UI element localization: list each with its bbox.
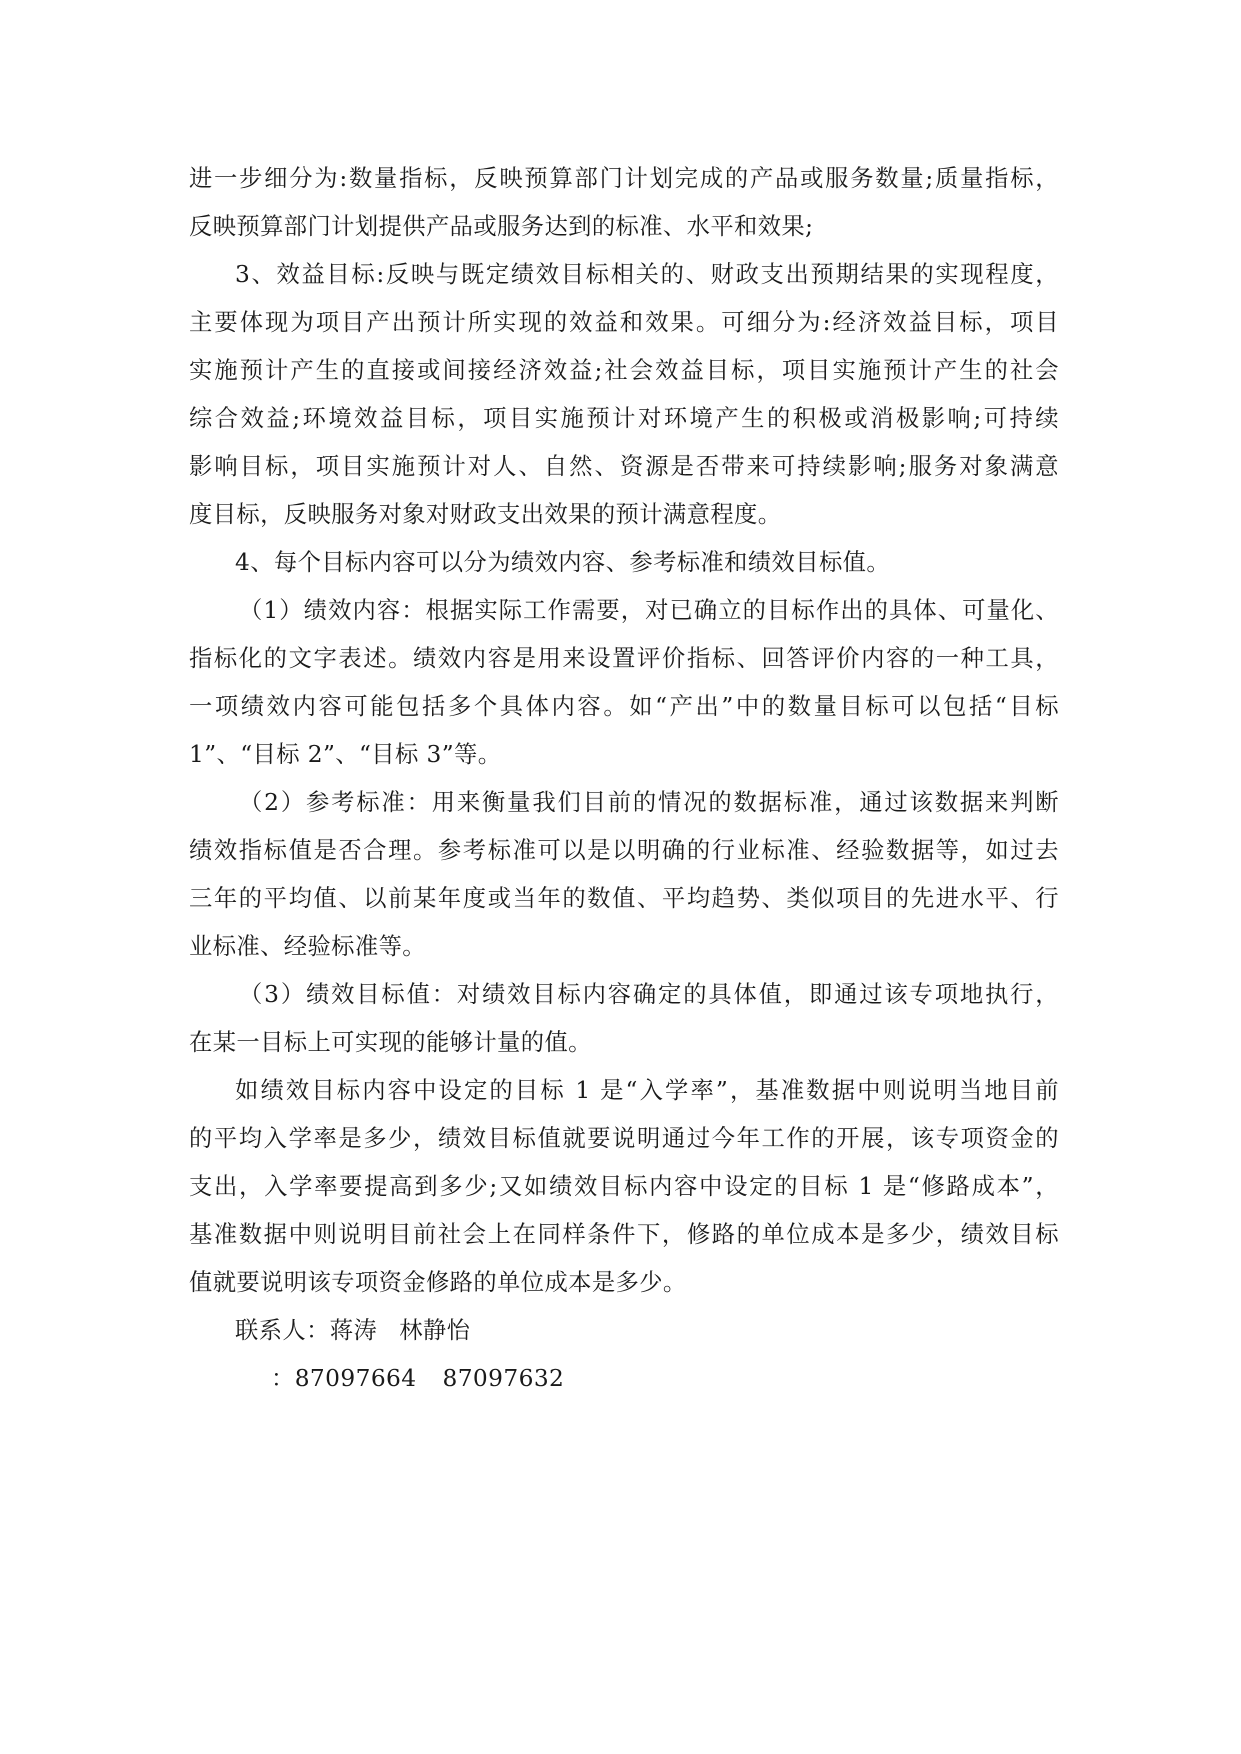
text-line: 三年的平均值、以前某年度或当年的数值、平均趋势、类似项目的先进水平、行 [189,885,1059,912]
text-line: 业标准、经验标准等。 [189,933,426,960]
text-line: 4、每个目标内容可以分为绩效内容、参考标准和绩效目标值。 [235,549,891,576]
text-line: 值就要说明该专项资金修路的单位成本是多少。 [189,1269,687,1296]
text-line: 一项绩效内容可能包括多个具体内容。如“产出”中的数量目标可以包括“目标 [189,693,1059,720]
text-line: 主要体现为项目产出预计所实现的效益和效果。可细分为:经济效益目标，项目 [189,309,1059,336]
text-line: 基准数据中则说明目前社会上在同样条件下，修路的单位成本是多少，绩效目标 [189,1221,1059,1248]
phone-prefix: ： [271,1365,295,1392]
text-line: （1）绩效内容：根据实际工作需要，对已确立的目标作出的具体、可量化、 [239,597,1059,624]
text-line: 1”、“目标 2”、“目标 3”等。 [189,741,502,768]
text-line: 综合效益;环境效益目标，项目实施预计对环境产生的积极或消极影响;可持续 [189,405,1059,432]
contact-name: 林静怡 [399,1317,471,1344]
text-line: 绩效指标值是否合理。参考标准可以是以明确的行业标准、经验数据等，如过去 [189,837,1059,864]
phone-line [189,1355,1059,1403]
contact-name: 蒋涛 [329,1317,378,1344]
text-line: （2）参考标准：用来衡量我们目前的情况的数据标准，通过该数据来判断 [239,789,1059,816]
text-line: 在某一目标上可实现的能够计量的值。 [189,1029,592,1056]
text-line: 如绩效目标内容中设定的目标 1 是“入学率”，基准数据中则说明当地目前 [235,1077,1059,1104]
document-body [189,155,1059,1403]
contact-line [189,1307,1059,1355]
text-line: 实施预计产生的直接或间接经济效益;社会效益目标，项目实施预计产生的社会 [189,357,1059,384]
text-line: （3）绩效目标值：对绩效目标内容确定的具体值，即通过该专项地执行， [239,981,1059,1008]
text-line: 支出，入学率要提高到多少;又如绩效目标内容中设定的目标 1 是“修路成本”， [189,1173,1059,1200]
text-line: 的平均入学率是多少，绩效目标值就要说明通过今年工作的开展，该专项资金的 [189,1125,1059,1152]
text-line: 度目标，反映服务对象对财政支出效果的预计满意程度。 [189,501,782,528]
text-line: 反映预算部门计划提供产品或服务达到的标准、水平和效果; [189,213,814,240]
phone-number: 87097632 [442,1365,565,1392]
text-line: 指标化的文字表述。绩效内容是用来设置评价指标、回答评价内容的一种工具， [189,645,1059,672]
phone-number: 87097664 [294,1365,417,1392]
text-line: 进一步细分为:数量指标，反映预算部门计划完成的产品或服务数量;质量指标， [189,165,1059,192]
text-line: 3、效益目标:反映与既定绩效目标相关的、财政支出预期结果的实现程度， [235,261,1059,288]
text-line: 影响目标，项目实施预计对人、自然、资源是否带来可持续影响;服务对象满意 [189,453,1059,480]
contact-label: 联系人： [235,1317,330,1344]
